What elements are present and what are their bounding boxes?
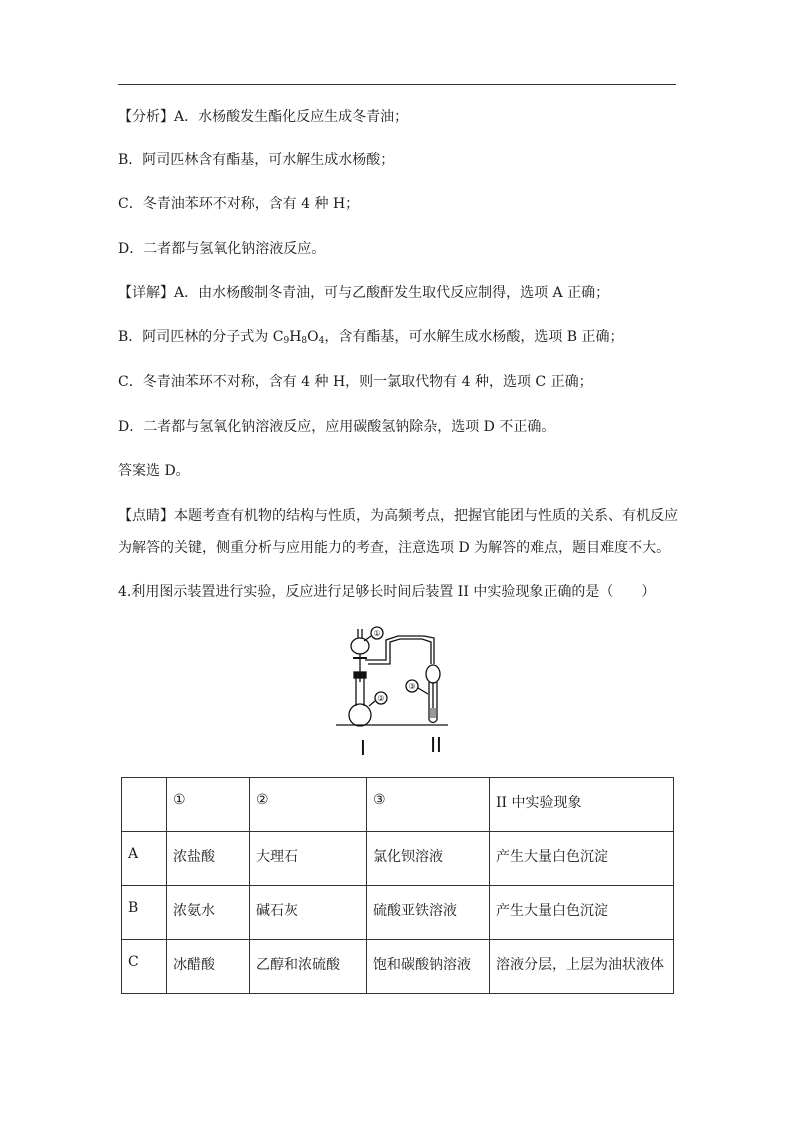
- table-cell: 冰醋酸: [167, 940, 250, 994]
- label-circle-2: ②: [377, 694, 385, 703]
- comment-tag: 【点睛】: [118, 508, 174, 524]
- table-cell: 硫酸亚铁溶液: [367, 886, 490, 940]
- analysis-line-a: 【分析】A．水杨酸发生酯化反应生成冬青油；: [118, 109, 409, 125]
- table-cell: 浓氨水: [167, 886, 250, 940]
- device-label-2: II: [430, 733, 442, 757]
- detail-line-b: B．阿司匹林的分子式为 $C_9H_8O_4$，含有酯基，可水解生成水杨酸，选项 B 正确；: [118, 329, 624, 346]
- question-text: 4.利用图示装置进行实验，反应进行足够长时间后装置 II 中实验现象正确的是（ ）: [118, 584, 656, 600]
- table-cell: ①: [167, 778, 250, 832]
- analysis-tag: 【分析】: [118, 109, 174, 125]
- table-cell: ②: [250, 778, 367, 832]
- device-label-1: I: [360, 736, 366, 760]
- table-cell: 乙醇和浓硫酸: [250, 940, 367, 994]
- table-cell: B: [122, 886, 167, 940]
- comment-line-2: 为解答的关键，侧重分析与应用能力的考查，注意选项 D 为解答的难点，题目难度不大。: [118, 540, 671, 556]
- apparatus-figure: [336, 624, 452, 764]
- table-cell: ③: [367, 778, 490, 832]
- detail-tag: 【详解】: [118, 285, 174, 301]
- analysis-line-b: B．阿司匹林含有酯基，可水解生成水杨酸；: [118, 152, 395, 168]
- analysis-line-c: C．冬青油苯环不对称，含有 4 种 H；: [118, 196, 360, 212]
- table-cell: A: [122, 832, 167, 886]
- label-circle-1: ①: [373, 629, 381, 638]
- comment-line-1: 【点睛】本题考查有机物的结构与性质，为高频考点，把握官能团与性质的关系、有机反应: [118, 508, 678, 524]
- table-cell: 产生大量白色沉淀: [490, 832, 674, 886]
- table-cell: 溶液分层，上层为油状液体: [490, 940, 674, 994]
- table-header-row: [122, 778, 674, 832]
- table-cell: 饱和碳酸钠溶液: [367, 940, 490, 994]
- detail-line-c: C．冬青油苯环不对称，含有 4 种 H，则一氯取代物有 4 种，选项 C 正确；: [118, 374, 593, 390]
- table-cell: 碱石灰: [250, 886, 367, 940]
- label-circle-3: ③: [408, 682, 416, 691]
- analysis-line-d: D．二者都与氢氧化钠溶液反应。: [118, 241, 326, 257]
- detail-line-d: D．二者都与氢氧化钠溶液反应，应用碳酸氢钠除杂，选项 D 不正确。: [118, 419, 556, 435]
- table-cell: 浓盐酸: [167, 832, 250, 886]
- table-cell: 氯化钡溶液: [367, 832, 490, 886]
- options-table: [121, 777, 674, 994]
- table-cell: 产生大量白色沉淀: [490, 886, 674, 940]
- table-cell: C: [122, 940, 167, 994]
- table-cell: 大理石: [250, 832, 367, 886]
- header-rule: [118, 84, 676, 85]
- detail-line-a: 【详解】A．由水杨酸制冬青油，可与乙酸酐发生取代反应制得，选项 A 正确；: [118, 285, 610, 301]
- table-row: [122, 940, 674, 994]
- table-cell: II 中实验现象: [490, 778, 674, 832]
- answer-line: 答案选 D。: [118, 463, 190, 479]
- table-row: [122, 832, 674, 886]
- table-row: [122, 886, 674, 940]
- table-cell: [122, 778, 167, 832]
